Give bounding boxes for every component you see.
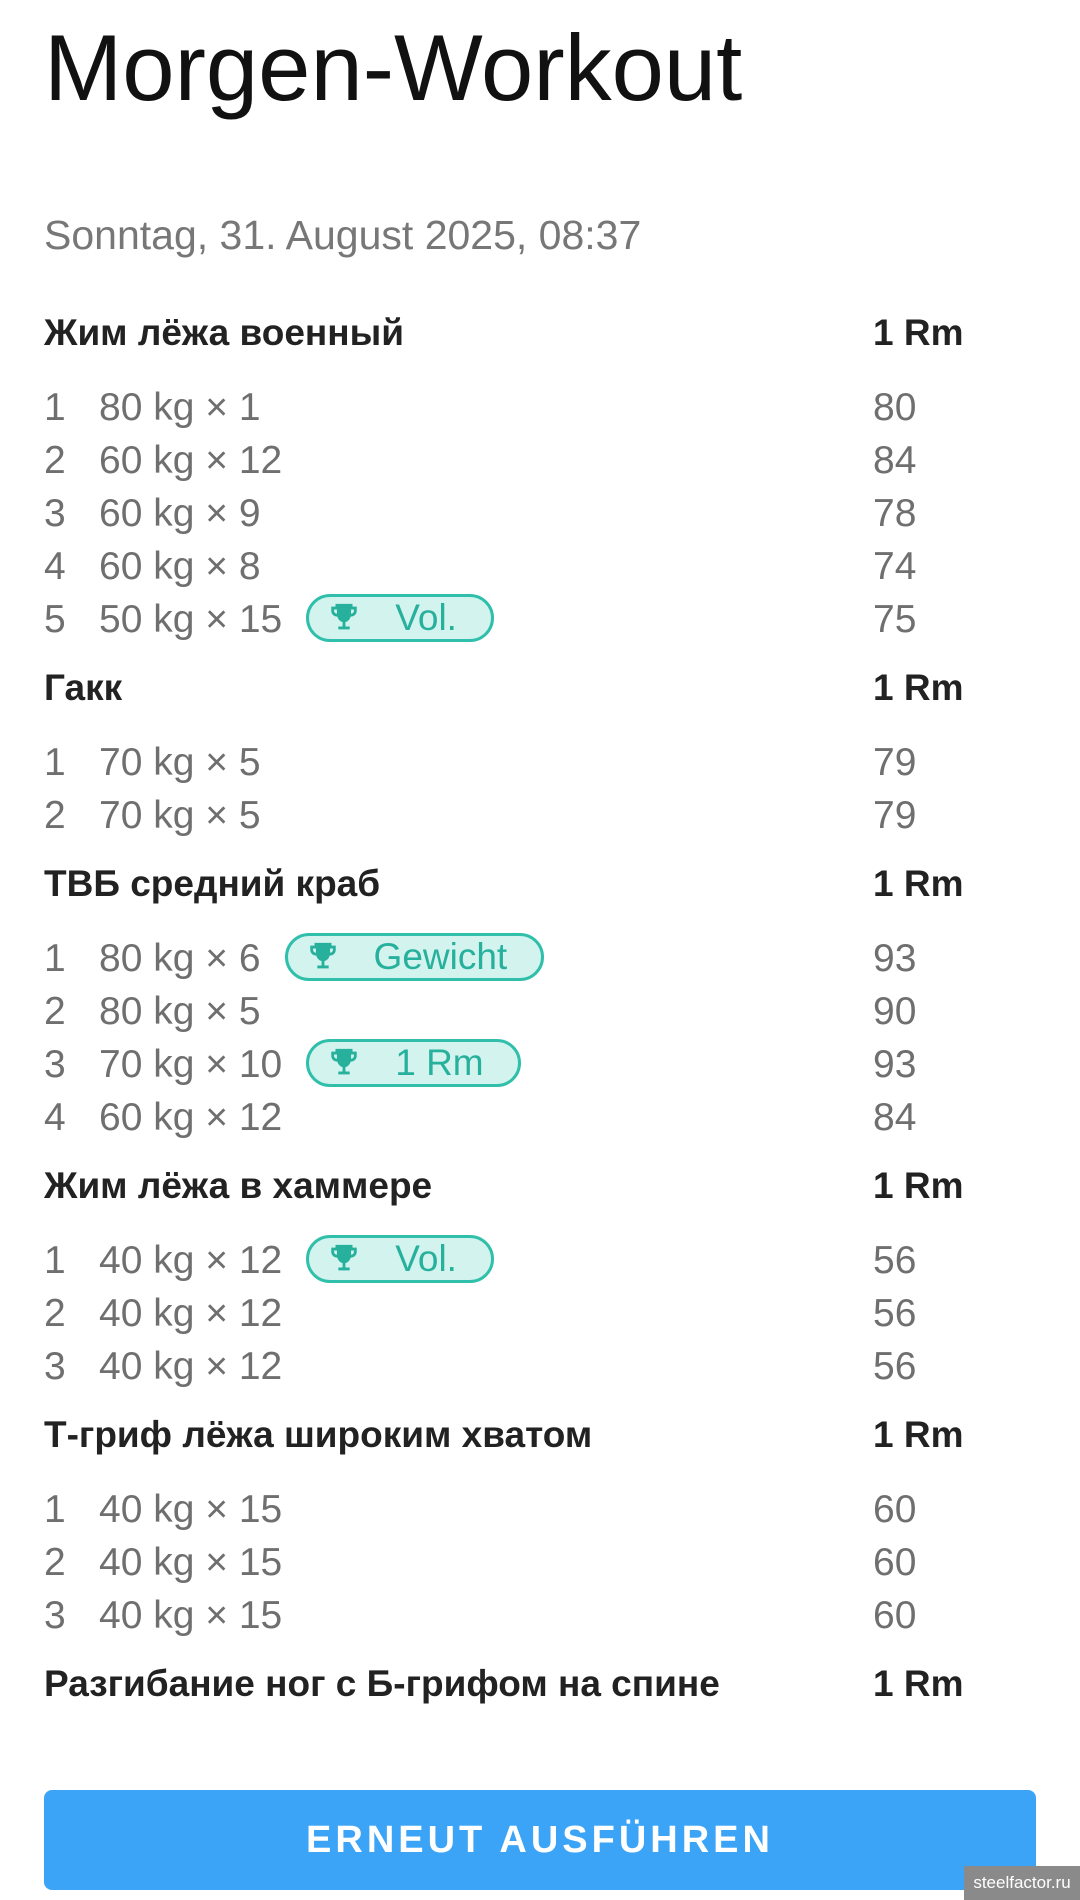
- exercise-card: [0, 1408, 1080, 1657]
- set-number: 2: [44, 990, 66, 1033]
- record-badge-label: Vol.: [395, 597, 457, 638]
- exercise-header[interactable]: [0, 661, 1080, 723]
- set-one-rep-max: 74: [873, 545, 917, 588]
- record-badge: [306, 1039, 520, 1087]
- set-weight-reps: 40 kg × 15: [99, 1594, 283, 1637]
- set-one-rep-max: 93: [873, 937, 917, 980]
- set-row: [0, 1537, 1080, 1590]
- set-row: [0, 1484, 1080, 1537]
- set-row: [0, 541, 1080, 594]
- set-row: [0, 1092, 1080, 1145]
- set-detail: [99, 1292, 282, 1336]
- set-one-rep-max: 80: [873, 386, 917, 429]
- exercise-name: Жим лёжа в хаммере: [44, 1165, 433, 1206]
- set-detail: [99, 598, 494, 642]
- exercise-metric-label: 1 Rm: [873, 667, 964, 708]
- exercise-metric-label: 1 Rm: [873, 1414, 964, 1455]
- set-row: [0, 435, 1080, 488]
- set-row: [0, 1039, 1080, 1092]
- set-detail: [99, 741, 261, 785]
- set-weight-reps: 80 kg × 1: [99, 386, 261, 429]
- set-one-rep-max: 90: [873, 990, 917, 1033]
- exercise-header[interactable]: [0, 1159, 1080, 1221]
- set-one-rep-max: 75: [873, 598, 917, 641]
- exercise-metric-label: 1 Rm: [873, 1663, 964, 1704]
- set-one-rep-max: 84: [873, 1096, 917, 1139]
- set-weight-reps: 50 kg × 15: [99, 598, 283, 641]
- record-badge: [306, 594, 494, 642]
- set-row: [0, 1235, 1080, 1288]
- exercise-header[interactable]: [0, 1657, 1080, 1719]
- set-number: 1: [44, 1239, 66, 1282]
- exercise-name: ТВБ средний краб: [44, 863, 381, 904]
- set-one-rep-max: 78: [873, 492, 917, 535]
- set-number: 2: [44, 794, 66, 837]
- set-weight-reps: 60 kg × 12: [99, 439, 283, 482]
- set-one-rep-max: 56: [873, 1239, 917, 1282]
- exercise-card: [0, 306, 1080, 661]
- set-row: [0, 986, 1080, 1039]
- set-weight-reps: 40 kg × 15: [99, 1488, 283, 1531]
- trophy-icon: [306, 940, 340, 974]
- set-row: [0, 594, 1080, 647]
- set-row: [0, 1288, 1080, 1341]
- set-list: [0, 368, 1080, 661]
- set-detail: [99, 1541, 282, 1585]
- set-number: 4: [44, 545, 66, 588]
- set-weight-reps: 40 kg × 15: [99, 1541, 283, 1584]
- set-number: 5: [44, 598, 66, 641]
- set-weight-reps: 80 kg × 6: [99, 937, 261, 980]
- record-badge-label: 1 Rm: [395, 1042, 484, 1083]
- set-weight-reps: 70 kg × 10: [99, 1043, 283, 1086]
- set-row: [0, 1341, 1080, 1394]
- set-one-rep-max: 60: [873, 1488, 917, 1531]
- set-list: [0, 1221, 1080, 1408]
- set-one-rep-max: 56: [873, 1292, 917, 1335]
- set-number: 1: [44, 741, 66, 784]
- set-number: 2: [44, 1292, 66, 1335]
- set-one-rep-max: 60: [873, 1594, 917, 1637]
- exercise-header[interactable]: [0, 1408, 1080, 1470]
- exercise-list: [0, 306, 1080, 1719]
- set-number: 2: [44, 1541, 66, 1584]
- set-one-rep-max: 79: [873, 794, 917, 837]
- record-badge: [306, 1235, 494, 1283]
- trophy-icon: [327, 1242, 361, 1276]
- exercise-card: [0, 857, 1080, 1159]
- set-detail: [99, 990, 261, 1034]
- page-title: Morgen-Workout: [44, 15, 743, 120]
- exercise-header[interactable]: [0, 857, 1080, 919]
- workout-date: Sonntag, 31. August 2025, 08:37: [44, 212, 642, 258]
- set-weight-reps: 70 kg × 5: [99, 794, 261, 837]
- record-badge-label: Gewicht: [373, 936, 508, 977]
- exercise-name: Т-гриф лёжа широким хватом: [44, 1414, 593, 1455]
- set-weight-reps: 70 kg × 5: [99, 741, 261, 784]
- set-detail: [99, 386, 261, 430]
- set-row: [0, 1590, 1080, 1643]
- set-one-rep-max: 84: [873, 439, 917, 482]
- exercise-header[interactable]: [0, 306, 1080, 368]
- set-weight-reps: 60 kg × 9: [99, 492, 261, 535]
- set-detail: [99, 1594, 282, 1638]
- set-number: 1: [44, 386, 66, 429]
- set-weight-reps: 40 kg × 12: [99, 1239, 283, 1282]
- set-one-rep-max: 79: [873, 741, 917, 784]
- set-detail: [99, 1488, 282, 1532]
- set-number: 3: [44, 1594, 66, 1637]
- trophy-icon: [327, 601, 361, 635]
- set-detail: [99, 1096, 282, 1140]
- set-number: 2: [44, 439, 66, 482]
- set-number: 3: [44, 1043, 66, 1086]
- set-weight-reps: 40 kg × 12: [99, 1345, 283, 1388]
- exercise-name: Разгибание ног с Б-грифом на спине: [44, 1663, 720, 1704]
- set-row: [0, 382, 1080, 435]
- set-list: [0, 919, 1080, 1159]
- set-detail: [99, 439, 282, 483]
- set-row: [0, 933, 1080, 986]
- set-weight-reps: 80 kg × 5: [99, 990, 261, 1033]
- set-weight-reps: 60 kg × 12: [99, 1096, 283, 1139]
- set-one-rep-max: 56: [873, 1345, 917, 1388]
- exercise-metric-label: 1 Rm: [873, 1165, 964, 1206]
- set-detail: [99, 545, 261, 589]
- set-weight-reps: 40 kg × 12: [99, 1292, 283, 1335]
- set-detail: [99, 1043, 521, 1087]
- bottom-action-bar: [0, 1728, 1080, 1900]
- set-weight-reps: 60 kg × 8: [99, 545, 261, 588]
- set-one-rep-max: 60: [873, 1541, 917, 1584]
- set-number: 1: [44, 1488, 66, 1531]
- set-detail: [99, 1239, 494, 1283]
- exercise-card: [0, 1159, 1080, 1408]
- exercise-name: Гакк: [44, 667, 123, 708]
- set-row: [0, 790, 1080, 843]
- set-one-rep-max: 93: [873, 1043, 917, 1086]
- set-detail: [99, 492, 261, 536]
- set-number: 1: [44, 937, 66, 980]
- trophy-icon: [327, 1046, 361, 1080]
- set-list: [0, 1470, 1080, 1657]
- record-badge-label: Vol.: [395, 1238, 457, 1279]
- set-detail: [99, 1345, 282, 1389]
- record-badge: [285, 933, 545, 981]
- set-detail: [99, 937, 544, 981]
- exercise-metric-label: 1 Rm: [873, 312, 964, 353]
- set-number: 3: [44, 492, 66, 535]
- watermark: steelfactor.ru: [964, 1866, 1080, 1900]
- set-row: [0, 488, 1080, 541]
- exercise-card: [0, 1657, 1080, 1719]
- repeat-workout-button[interactable]: ERNEUT AUSFÜHREN: [44, 1790, 1036, 1890]
- set-detail: [99, 794, 261, 838]
- set-row: [0, 737, 1080, 790]
- exercise-card: [0, 661, 1080, 857]
- set-number: 3: [44, 1345, 66, 1388]
- set-number: 4: [44, 1096, 66, 1139]
- exercise-metric-label: 1 Rm: [873, 863, 964, 904]
- set-list: [0, 723, 1080, 857]
- exercise-name: Жим лёжа военный: [44, 312, 404, 353]
